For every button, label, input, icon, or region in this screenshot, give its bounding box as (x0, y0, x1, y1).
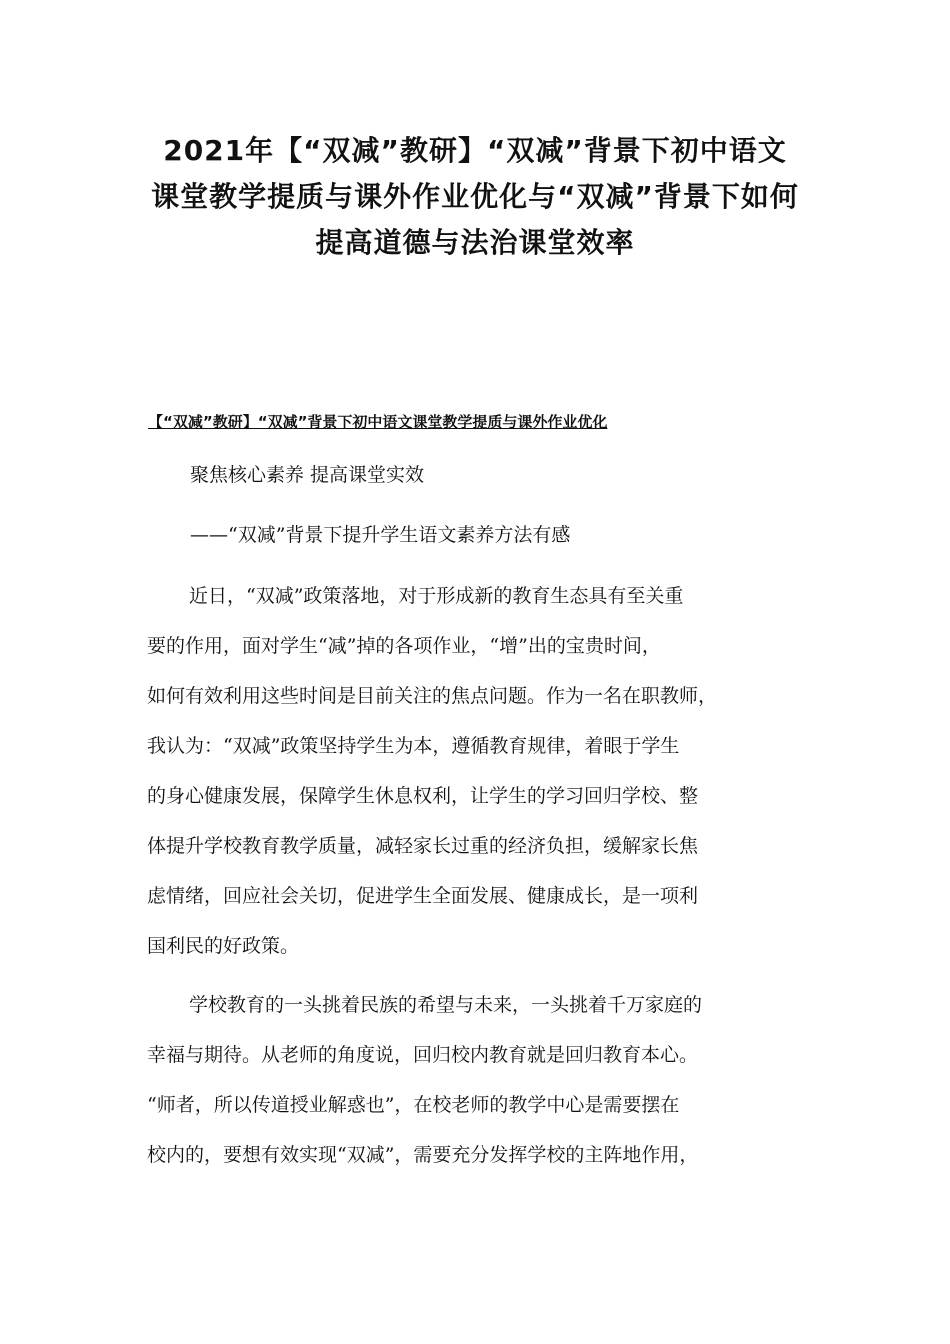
section-heading: 【“双减”教研】“双减”背景下初中语文课堂教学提质与课外作业优化 (148, 413, 608, 431)
paragraph-line: 学校教育的一头挑着民族的希望与未来，一头挑着千万家庭的 (189, 994, 703, 1016)
title-line: 2021年【“双减”教研】“双减”背景下初中语文 (163, 134, 787, 167)
body-paragraph-1 (147, 571, 827, 971)
paragraph-line: 要的作用，面对学生“减”掉的各项作业，“增”出的宝贵时间， (147, 635, 661, 657)
paragraph-line: 如何有效利用这些时间是目前关注的焦点问题。作为一名在职教师， (147, 685, 718, 707)
subtitle: 聚焦核心素养 提高课堂实效 (190, 464, 425, 486)
paragraph-line: 虑情绪，回应社会关切，促进学生全面发展、健康成长，是一项利 (147, 885, 699, 907)
paragraph-line: 的身心健康发展，保障学生休息权利，让学生的学习回归学校、整 (147, 785, 699, 807)
paragraph-line: 体提升学校教育教学质量，减轻家长过重的经济负担，缓解家长焦 (147, 835, 699, 857)
paragraph-line: “师者，所以传道授业解惑也”，在校老师的教学中心是需要摆在 (147, 1094, 680, 1116)
paragraph-line: 幸福与期待。从老师的角度说，回归校内教育就是回归教育本心。 (147, 1044, 699, 1066)
paragraph-line: 校内的，要想有效实现“双减”，需要充分发挥学校的主阵地作用， (147, 1144, 699, 1166)
body-paragraph-2 (147, 980, 827, 1180)
subtitle-secondary: ——“双减”背景下提升学生语文素养方法有感 (190, 524, 571, 546)
paragraph-line: 国利民的好政策。 (147, 935, 300, 957)
title-line: 课堂教学提质与课外作业优化与“双减”背景下如何 (151, 180, 799, 213)
title-line: 提高道德与法治课堂效率 (315, 226, 635, 259)
document-title (0, 128, 950, 266)
paragraph-line: 我认为：“双减”政策坚持学生为本，遵循教育规律，着眼于学生 (147, 735, 680, 757)
paragraph-line: 近日，“双减”政策落地，对于形成新的教育生态具有至关重 (189, 585, 684, 607)
